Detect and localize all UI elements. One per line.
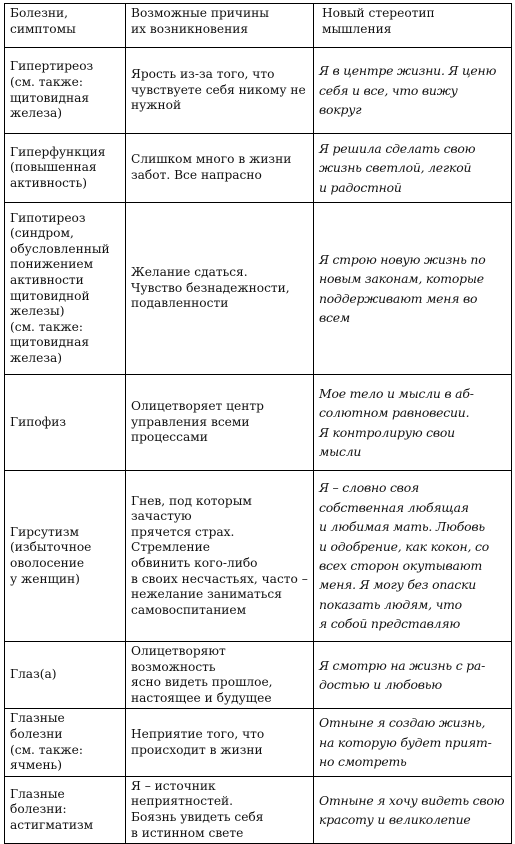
cause-text: Я – источник неприятностей. Боязнь увидеть себя в истинном свете (131, 778, 264, 840)
disease-cell (5, 471, 126, 642)
disease-cell (5, 642, 126, 709)
header-label: Возможные причины их возникновения (131, 6, 269, 36)
affirmation-cell (314, 776, 512, 843)
header-cell-diseases (5, 4, 126, 48)
disease-text: Глазные болезни (см. также: ячмень) (10, 711, 83, 773)
table-row (5, 776, 512, 843)
affirmation-cell (314, 203, 512, 375)
disease-text: Гирсутизм (избыточное оволосение у женщин) (10, 524, 92, 586)
cause-text: Неприятие того, что происходит в жизни (131, 726, 265, 757)
header-cell-new-thinking (314, 4, 512, 48)
cause-text: Слишком много в жизни забот. Все напрасно (131, 152, 292, 182)
disease-text: Гипертиреоз (см. также: щитовидная железа) (10, 59, 94, 121)
affirmation-cell (314, 48, 512, 134)
cause-cell (126, 471, 314, 642)
disease-table (4, 3, 512, 844)
disease-cell (5, 375, 126, 471)
disease-text: Гиперфункция (повышенная активность) (10, 144, 106, 190)
affirmation-cell (314, 375, 512, 471)
table-row (5, 471, 512, 642)
header-label: Болезни, симптомы (10, 6, 76, 36)
cause-cell (126, 375, 314, 471)
disease-cell (5, 776, 126, 843)
cause-cell (126, 48, 314, 134)
affirmation-text: Я решила сделать свою жизнь светлой, легкой и радостной (319, 140, 476, 195)
cause-text: Ярость из-за того, что чувствуете себя никому не нужной (131, 67, 306, 113)
affirmation-cell (314, 709, 512, 776)
table-row (5, 709, 512, 776)
cause-text: Гнев, под которым зачастую прячется страх. Стремление обвинить кого-либо в своих несчастьях, часто – нежелание заниматься самовоспитанием (131, 493, 308, 617)
cause-text: Олицетворяет центр управления всеми процессами (131, 399, 264, 445)
cause-cell (126, 776, 314, 843)
affirmation-cell (314, 642, 512, 709)
table-row (5, 203, 512, 375)
disease-text: Глаз(а) (10, 667, 57, 682)
affirmation-text: Я в центре жизни. Я ценю себя и все, что вижу вокруг (319, 63, 497, 118)
disease-cell (5, 203, 126, 375)
affirmation-cell (314, 134, 512, 203)
header-label: Новый стереотип мышления (322, 6, 435, 36)
table-row (5, 642, 512, 709)
affirmation-text: Отныне я хочу видеть свою красоту и великолепие (319, 792, 505, 827)
affirmation-text: Я смотрю на жизнь с ра- достью и любовью (319, 657, 486, 693)
cause-text: Олицетворяют возможность ясно видеть прошлое, настоящее и будущее (131, 644, 273, 705)
disease-cell (5, 709, 126, 776)
affirmation-text: Я – словно своя собственная любящая и любимая мать. Любовь и одобрение, как кокон, со всех сторон окутывают меня. Я могу без опаски показать людям, что я собой представляю (319, 480, 489, 632)
affirmation-text: Я строю новую жизнь по новым законам, которые поддерживают меня во всем (319, 251, 486, 325)
table-row (5, 48, 512, 134)
disease-text: Гипотиреоз (синдром, обусловленный понижением активности щитовидной железы) (см. также: щитовидная железа) (10, 210, 110, 365)
table-header-row (5, 4, 512, 48)
disease-cell (5, 48, 126, 134)
header-cell-causes (126, 4, 314, 48)
table-row (5, 134, 512, 203)
cause-cell (126, 203, 314, 375)
affirmation-text: Мое тело и мысли в аб- солютном равновесии. Я контролирую свои мысли (319, 385, 474, 459)
table-row (5, 375, 512, 471)
affirmation-text: Отныне я создаю жизнь, на которую будет прият- но смотреть (319, 715, 492, 770)
disease-text: Глазные болезни: астигматизм (10, 786, 94, 832)
cause-cell (126, 134, 314, 203)
cause-cell (126, 642, 314, 709)
document-page (4, 3, 511, 844)
cause-cell (126, 709, 314, 776)
affirmation-cell (314, 471, 512, 642)
cause-text: Желание сдаться. Чувство безнадежности, подавленности (131, 265, 290, 311)
disease-text: Гипофиз (10, 414, 66, 429)
disease-cell (5, 134, 126, 203)
